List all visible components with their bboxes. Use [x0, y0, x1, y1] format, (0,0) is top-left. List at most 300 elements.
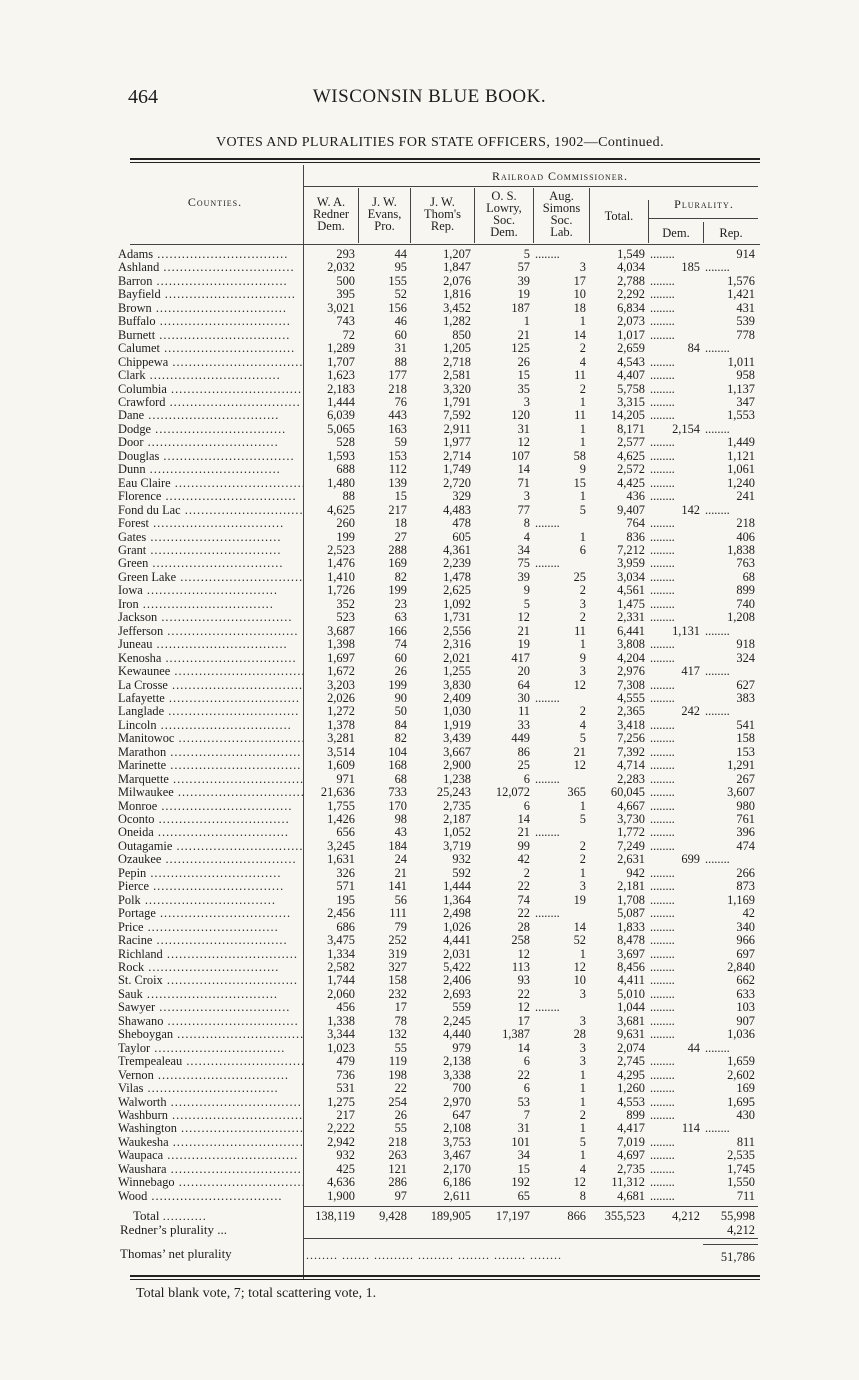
- cell-redner: 1,593: [327, 449, 355, 463]
- table-row: [118, 584, 758, 597]
- table-row: [118, 625, 758, 638]
- cell-dem-plurality: ........: [650, 920, 675, 934]
- cell-simons: 1: [579, 395, 586, 409]
- cell-county: [118, 880, 303, 893]
- cell-total: 436: [626, 490, 645, 504]
- cell-county: [118, 423, 303, 436]
- table-row: [118, 692, 758, 705]
- cell-rep-plurality: 1,061: [727, 463, 755, 477]
- county-name: Iowa: [118, 584, 143, 598]
- cell-total: 2,976: [617, 665, 645, 679]
- table-row: [118, 463, 758, 476]
- cell-redner: 352: [336, 597, 355, 611]
- cell-total: 4,553: [617, 1095, 645, 1109]
- leader-dots: [159, 261, 294, 274]
- cell-redner: 2,183: [327, 382, 355, 396]
- cell-redner: 1,378: [327, 718, 355, 732]
- cell-simons: 1: [579, 1122, 586, 1136]
- cell-county: [118, 974, 303, 987]
- cell-dem-plurality: 417: [681, 665, 700, 679]
- cell-county: [118, 571, 303, 584]
- cell-redner: 2,456: [327, 907, 355, 921]
- cell-simons: 3: [579, 597, 586, 611]
- county-name: Marquette: [118, 772, 169, 786]
- cell-thomas: 3,719: [443, 839, 471, 853]
- leader-dots: [149, 517, 284, 530]
- cell-total: 2,572: [617, 463, 645, 477]
- net-plurality-rule: [703, 1244, 758, 1245]
- table-row: [118, 988, 758, 1001]
- county-name: Wood: [118, 1189, 148, 1203]
- cell-lowry: 1: [523, 315, 530, 329]
- cell-thomas: 2,735: [443, 799, 471, 813]
- cell-thomas: 2,108: [443, 1122, 471, 1136]
- cell-county: [118, 315, 303, 328]
- cell-redner: 2,582: [327, 961, 355, 975]
- cell-dem-plurality: ........: [650, 1068, 675, 1082]
- cell-redner: 656: [336, 826, 355, 840]
- cell-thomas: 2,170: [443, 1162, 471, 1176]
- cell-total: 3,418: [617, 718, 645, 732]
- cell-county: [118, 1028, 303, 1041]
- cell-rep-plurality: 811: [736, 1135, 755, 1149]
- total-all: 355,523: [604, 1209, 645, 1223]
- cell-evans: 319: [388, 947, 407, 961]
- cell-total: 6,441: [617, 624, 645, 638]
- cell-lowry: 30: [517, 691, 530, 705]
- cell-thomas: 2,625: [443, 584, 471, 598]
- cell-evans: 82: [394, 732, 407, 746]
- county-name: Florence: [118, 490, 162, 504]
- cell-rep-plurality: 899: [736, 584, 755, 598]
- cell-county: [118, 746, 303, 759]
- cell-dem-plurality: ........: [650, 893, 675, 907]
- cell-lowry: 12: [517, 436, 530, 450]
- cell-lowry: 6: [523, 1055, 530, 1069]
- table-row: [118, 423, 758, 436]
- cell-evans: 139: [388, 476, 407, 490]
- cell-thomas: 559: [452, 1001, 471, 1015]
- cell-lowry: 187: [511, 301, 530, 315]
- cell-lowry: 4: [523, 530, 530, 544]
- cell-total: 3,959: [617, 557, 645, 571]
- cell-simons: 3: [579, 665, 586, 679]
- cell-dem-plurality: ........: [650, 395, 675, 409]
- leader-dots: [169, 773, 303, 786]
- cell-county: [118, 773, 303, 786]
- cell-total: 7,019: [617, 1135, 645, 1149]
- header-bottom-rule: [130, 244, 760, 245]
- cell-lowry: 101: [511, 1135, 530, 1149]
- table-title: VOTES AND PLURALITIES FOR STATE OFFICERS, 1902—Continued.: [216, 135, 664, 150]
- county-name: Taylor: [118, 1041, 151, 1055]
- leader-dots: [147, 1190, 282, 1203]
- leader-dots: [156, 315, 291, 328]
- cell-rep-plurality: ........: [705, 261, 730, 275]
- leader-dots: [172, 840, 303, 853]
- cell-simons: 17: [573, 274, 586, 288]
- cell-thomas: 1,092: [443, 597, 471, 611]
- cell-redner: 6,039: [327, 409, 355, 423]
- cell-county: [118, 1122, 303, 1135]
- cell-county: [118, 921, 303, 934]
- cell-county: [118, 894, 303, 907]
- cell-lowry: 20: [517, 665, 530, 679]
- cell-redner: 1,480: [327, 476, 355, 490]
- cell-simons: 10: [573, 974, 586, 988]
- cell-dem-plurality: ........: [650, 436, 675, 450]
- cell-thomas: 3,439: [443, 732, 471, 746]
- cell-rep-plurality: 153: [736, 745, 755, 759]
- table-row: [118, 786, 758, 799]
- cell-dem-plurality: ........: [650, 759, 675, 773]
- cell-lowry: 21: [517, 826, 530, 840]
- cell-thomas: 2,406: [443, 974, 471, 988]
- leader-dots: [166, 746, 301, 759]
- cell-county: [118, 907, 303, 920]
- table-row: [118, 1149, 758, 1162]
- cell-rep-plurality: 396: [736, 826, 755, 840]
- cell-redner: 4,636: [327, 1176, 355, 1190]
- cell-lowry: 417: [511, 651, 530, 665]
- cell-total: 3,681: [617, 1014, 645, 1028]
- cell-thomas: 3,667: [443, 745, 471, 759]
- cell-dem-plurality: ........: [650, 799, 675, 813]
- cell-total: 5,010: [617, 987, 645, 1001]
- leader-dots: [148, 557, 283, 570]
- leader-dots: [163, 625, 298, 638]
- leader-dots: [161, 652, 296, 665]
- cell-evans: 170: [388, 799, 407, 813]
- cell-simons: 10: [573, 288, 586, 302]
- cell-total: 7,249: [617, 839, 645, 853]
- cell-dem-plurality: ........: [650, 355, 675, 369]
- cell-simons: ........: [535, 1001, 560, 1015]
- cell-lowry: 93: [517, 974, 530, 988]
- cell-redner: 3,245: [327, 839, 355, 853]
- cell-dem-plurality: ........: [650, 597, 675, 611]
- cell-dem-plurality: ........: [650, 517, 675, 531]
- table-row: [118, 517, 758, 530]
- cell-dem-plurality: ........: [650, 1149, 675, 1163]
- leader-dots: [170, 665, 303, 678]
- county-name: Burnett: [118, 328, 156, 342]
- county-name: Crawford: [118, 395, 166, 409]
- cell-evans: 733: [388, 786, 407, 800]
- cell-county: [118, 1163, 303, 1176]
- cell-thomas: 605: [452, 530, 471, 544]
- cell-total: 942: [626, 866, 645, 880]
- table-row: [118, 867, 758, 880]
- cell-redner: 1,272: [327, 705, 355, 719]
- redner-plurality-value: 4,212: [727, 1223, 755, 1237]
- cell-thomas: 2,720: [443, 476, 471, 490]
- cell-lowry: 192: [511, 1176, 530, 1190]
- cell-county: [118, 261, 303, 274]
- table-row: [118, 315, 758, 328]
- cell-county: [118, 275, 303, 288]
- cell-rep-plurality: 2,840: [727, 961, 755, 975]
- county-name: Winnebago: [118, 1176, 175, 1190]
- cell-dem-plurality: ........: [650, 1082, 675, 1096]
- county-name: Pierce: [118, 880, 149, 894]
- cell-evans: 112: [388, 463, 407, 477]
- county-name: Lafayette: [118, 691, 165, 705]
- leader-dots: [167, 1096, 302, 1109]
- cell-county: [118, 759, 303, 772]
- cell-dem-plurality: ........: [650, 449, 675, 463]
- cell-evans: 153: [388, 449, 407, 463]
- county-name: Ashland: [118, 261, 160, 275]
- cell-lowry: 12: [517, 947, 530, 961]
- cell-county: [118, 584, 303, 597]
- cell-lowry: 15: [517, 1162, 530, 1176]
- leader-dots: [168, 1109, 303, 1122]
- cell-lowry: 8: [523, 517, 530, 531]
- cell-dem-plurality: 699: [681, 853, 700, 867]
- cell-lowry: 17: [517, 1014, 530, 1028]
- cell-dem-plurality: 2,154: [672, 422, 700, 436]
- county-name: Gates: [118, 530, 147, 544]
- leader-dots: [171, 477, 303, 490]
- county-name: Green: [118, 557, 149, 571]
- cell-redner: 1,338: [327, 1014, 355, 1028]
- table-row: [118, 907, 758, 920]
- table-row: [118, 853, 758, 866]
- cell-rep-plurality: 1,576: [727, 274, 755, 288]
- cell-thomas: 1,731: [443, 611, 471, 625]
- cell-total: 3,034: [617, 570, 645, 584]
- table-row: [118, 329, 758, 342]
- cell-evans: 79: [394, 920, 407, 934]
- simons-header: Aug. Simons Soc. Lab.: [542, 189, 581, 239]
- top-rule: [130, 158, 760, 160]
- county-name: Kenosha: [118, 651, 162, 665]
- cell-evans: 218: [388, 1135, 407, 1149]
- cell-evans: 156: [388, 301, 407, 315]
- county-name: Grant: [118, 543, 147, 557]
- table-row: [118, 732, 758, 745]
- cell-simons: 12: [573, 678, 586, 692]
- cell-thomas: 2,714: [443, 449, 471, 463]
- cell-redner: 2,523: [327, 543, 355, 557]
- county-name: Milwaukee: [118, 786, 174, 800]
- cell-simons: 12: [573, 961, 586, 975]
- county-name: Langlade: [118, 705, 165, 719]
- cell-county: [118, 598, 303, 611]
- county-name: Marinette: [118, 759, 167, 773]
- county-name: Bayfield: [118, 288, 161, 302]
- cell-dem-plurality: ........: [650, 1176, 675, 1190]
- cell-redner: 3,344: [327, 1028, 355, 1042]
- cell-lowry: 21: [517, 328, 530, 342]
- county-name: Polk: [118, 893, 141, 907]
- leader-dots: [150, 1042, 285, 1055]
- leader-dots: [157, 800, 292, 813]
- table-row: [118, 1122, 758, 1135]
- cell-county: [118, 409, 303, 422]
- cell-lowry: 25: [517, 759, 530, 773]
- cell-redner: 1,697: [327, 651, 355, 665]
- leader-dots: [182, 1055, 303, 1068]
- total-lowry: 17,197: [495, 1209, 530, 1223]
- cell-simons: 5: [579, 813, 586, 827]
- cell-redner: 1,672: [327, 665, 355, 679]
- leader-dots: [175, 1176, 303, 1189]
- cell-thomas: 700: [452, 1082, 471, 1096]
- cell-lowry: 57: [517, 261, 530, 275]
- cell-total: 4,561: [617, 584, 645, 598]
- cell-dem-plurality: ........: [650, 1189, 675, 1203]
- cell-simons: 5: [579, 732, 586, 746]
- cell-total: 8,478: [617, 934, 645, 948]
- cell-rep-plurality: 1,838: [727, 543, 755, 557]
- cell-redner: 217: [336, 1109, 355, 1122]
- cell-total: 4,625: [617, 449, 645, 463]
- cell-county: [118, 638, 303, 651]
- cell-lowry: 19: [517, 288, 530, 302]
- cell-evans: 169: [388, 557, 407, 571]
- cell-redner: 3,203: [327, 678, 355, 692]
- cell-total: 4,411: [617, 974, 645, 988]
- cell-simons: 3: [579, 880, 586, 894]
- leader-dots: [166, 759, 301, 772]
- cell-county: [118, 786, 303, 799]
- cell-thomas: 1,364: [443, 893, 471, 907]
- cell-rep-plurality: 1,036: [727, 1028, 755, 1042]
- cell-thomas: 2,076: [443, 274, 471, 288]
- cell-simons: 1: [579, 947, 586, 961]
- cell-thomas: 1,207: [443, 248, 471, 261]
- cell-simons: 9: [579, 463, 586, 477]
- leader-dots: ........ ....... .......... ......... ........ ........ ........: [306, 1248, 562, 1262]
- cell-redner: 1,707: [327, 355, 355, 369]
- cell-thomas: 3,467: [443, 1149, 471, 1163]
- table-row: [118, 1055, 758, 1068]
- table-row: [118, 611, 758, 624]
- cell-simons: 2: [579, 1109, 586, 1122]
- cell-simons: 1: [579, 436, 586, 450]
- cell-dem-plurality: 114: [681, 1122, 700, 1136]
- cell-simons: 3: [579, 261, 586, 275]
- cell-total: 1,044: [617, 1001, 645, 1015]
- table-row: [118, 638, 758, 651]
- cell-dem-plurality: 185: [681, 261, 700, 275]
- cell-evans: 119: [388, 1055, 407, 1069]
- cell-total: 4,425: [617, 476, 645, 490]
- cell-rep-plurality: 218: [736, 517, 755, 531]
- county-name: Waukesha: [118, 1135, 169, 1149]
- cell-redner: 3,281: [327, 732, 355, 746]
- cell-lowry: 22: [517, 987, 530, 1001]
- cell-total: 3,730: [617, 813, 645, 827]
- cell-evans: 84: [394, 718, 407, 732]
- cell-thomas: 2,021: [443, 651, 471, 665]
- cell-lowry: 12,072: [495, 786, 530, 800]
- cell-evans: 15: [394, 490, 407, 504]
- leader-dots: [167, 1163, 302, 1176]
- cell-thomas: 2,031: [443, 947, 471, 961]
- cell-county: [118, 948, 303, 961]
- cell-evans: 166: [388, 624, 407, 638]
- cell-thomas: 2,316: [443, 638, 471, 652]
- county-name: Forest: [118, 517, 149, 531]
- total-dem-plurality: 4,212: [672, 1209, 700, 1223]
- cell-thomas: 1,977: [443, 436, 471, 450]
- cell-lowry: 6: [523, 1082, 530, 1096]
- cell-county: [118, 1015, 303, 1028]
- cell-redner: 571: [336, 880, 355, 894]
- cell-thomas: 1,847: [443, 261, 471, 275]
- cell-redner: 2,222: [327, 1122, 355, 1136]
- cell-county: [118, 329, 303, 342]
- table-row: [118, 773, 758, 786]
- footnote: Total blank vote, 7; total scattering vote, 1.: [136, 1286, 377, 1301]
- group-header-rule: [303, 186, 758, 187]
- cell-dem-plurality: ........: [650, 772, 675, 786]
- counties-header: Counties.: [187, 195, 243, 209]
- cell-county: [118, 652, 303, 665]
- cell-simons: 1: [579, 638, 586, 652]
- cell-simons: ........: [535, 691, 560, 705]
- total-rep-plurality: 55,998: [720, 1209, 755, 1223]
- cell-dem-plurality: ........: [650, 732, 675, 746]
- totals-top-rule: [303, 1206, 758, 1207]
- cell-thomas: 2,718: [443, 355, 471, 369]
- cell-dem-plurality: 142: [681, 503, 700, 517]
- plurality-rule: [303, 1238, 758, 1239]
- cell-simons: 1: [579, 1068, 586, 1082]
- table-row: [118, 571, 758, 584]
- cell-simons: 15: [573, 476, 586, 490]
- cell-redner: 1,275: [327, 1095, 355, 1109]
- table-row: [118, 1096, 758, 1109]
- cell-total: 7,256: [617, 732, 645, 746]
- cell-county: [118, 1055, 303, 1068]
- cell-total: 2,788: [617, 274, 645, 288]
- cell-dem-plurality: ........: [650, 961, 675, 975]
- cell-lowry: 6: [523, 772, 530, 786]
- cell-dem-plurality: ........: [650, 301, 675, 315]
- cell-simons: 1: [579, 1149, 586, 1163]
- cell-lowry: 31: [517, 422, 530, 436]
- table-row: [118, 1015, 758, 1028]
- cell-total: 2,577: [617, 436, 645, 450]
- cell-rep-plurality: ........: [705, 853, 730, 867]
- cell-simons: 1: [579, 422, 586, 436]
- cell-redner: 1,726: [327, 584, 355, 598]
- table-row: [118, 1136, 758, 1149]
- cell-county: [118, 665, 303, 678]
- cell-county: [118, 705, 303, 718]
- cell-lowry: 14: [517, 1041, 530, 1055]
- cell-county: [118, 1109, 303, 1122]
- cell-thomas: 932: [452, 853, 471, 867]
- redner-plurality-label: Redner’s plurality ...: [120, 1222, 227, 1237]
- cell-county: [118, 1176, 303, 1189]
- leader-dots: [157, 611, 292, 624]
- cell-lowry: 3: [523, 395, 530, 409]
- cell-evans: 60: [394, 651, 407, 665]
- cell-dem-plurality: ........: [650, 651, 675, 665]
- leader-dots: [177, 1122, 303, 1135]
- leader-dots: [155, 1001, 290, 1014]
- cell-lowry: 15: [517, 369, 530, 383]
- cell-rep-plurality: 1,449: [727, 436, 755, 450]
- leader-dots: [143, 921, 278, 934]
- plurality-header-rule: [648, 218, 758, 219]
- table-row: [118, 490, 758, 503]
